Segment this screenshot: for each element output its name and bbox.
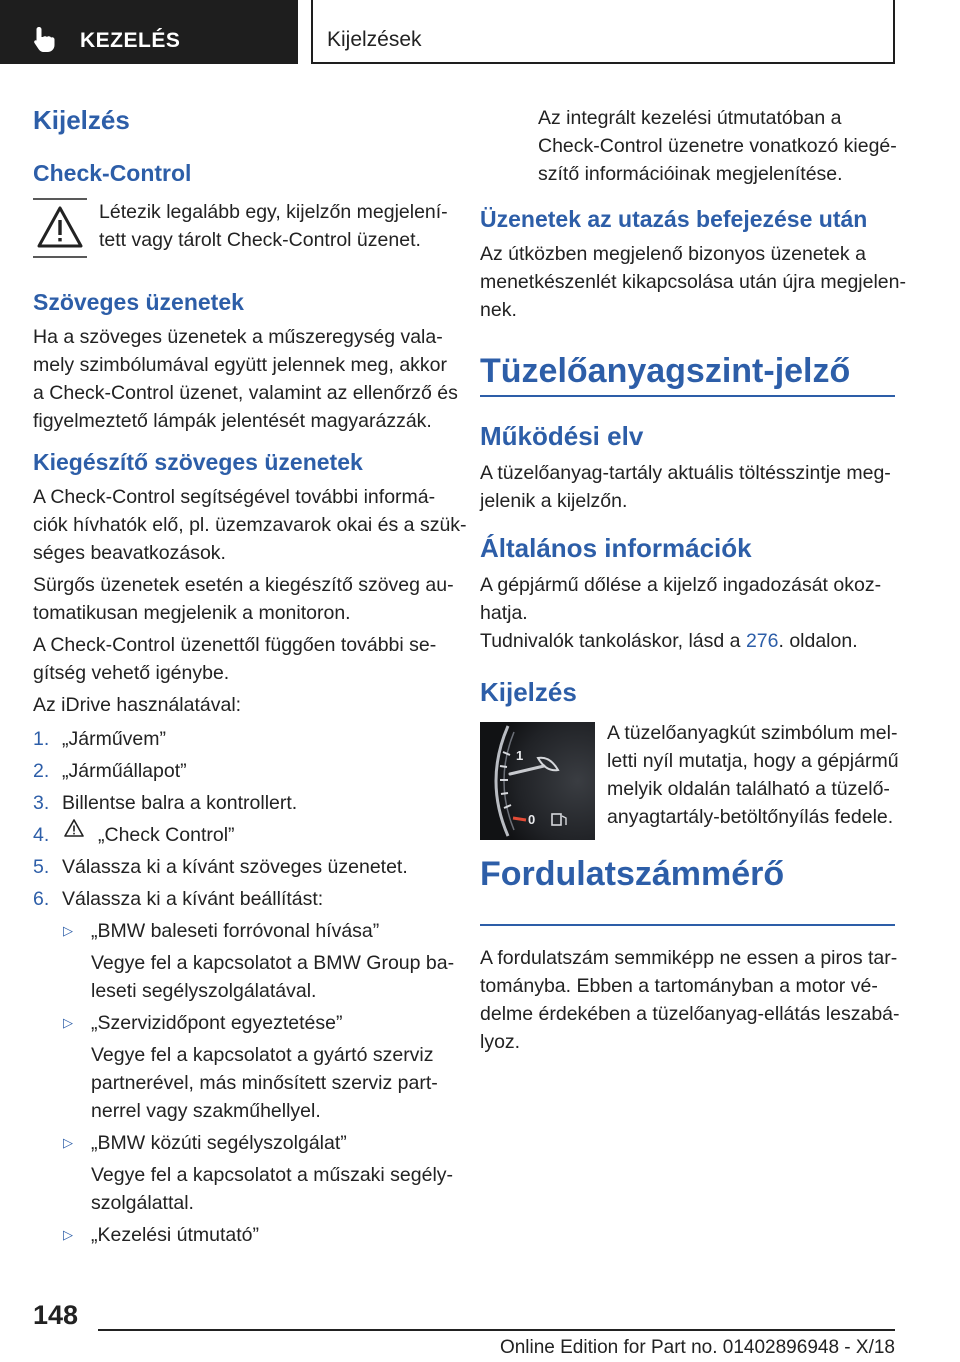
rpm-line: delme érdekében a tüzelőanyag-ellátás leszabá- <box>480 1003 900 1025</box>
sub-option-desc: Vegye fel a kapcsolatot a műszaki segély- <box>91 1164 454 1186</box>
fuel-gauge-image <box>480 722 595 840</box>
gauge-full-mark: 1 <box>516 748 524 763</box>
sub-option: „BMW közúti segélyszolgálat” <box>91 1132 347 1154</box>
display-line: letti nyíl mutatja, hogy a gépjármű <box>607 750 899 772</box>
sub-option-desc: Vegye fel a kapcsolatot a BMW Group ba- <box>91 952 455 974</box>
sub-option: „Kezelési útmutató” <box>91 1224 259 1246</box>
heading-kijelzes: Kijelzés <box>33 105 130 135</box>
urgent-line: Sürgős üzenetek esetén a kiegészítő szöveg au- <box>33 574 454 596</box>
gauge-empty-mark: 0 <box>528 812 536 827</box>
text-messages-line: mely szimbólumával együtt jelennek meg, akkor <box>33 354 448 376</box>
warning-triangle-icon <box>33 198 87 258</box>
footer-rule <box>98 1329 895 1331</box>
triangle-bullet-icon: ▷ <box>63 1227 73 1242</box>
help-line: gítség vehető igénybe. <box>33 662 230 684</box>
intro-line: Az integrált kezelési útmutatóban a <box>538 107 842 129</box>
rpm-line: tományba. Ebben a tartományban a motor vé- <box>480 975 878 997</box>
urgent-line: tomatikusan megjelenik a monitoron. <box>33 602 351 624</box>
intro-line: szítő információinak megjelenítése. <box>538 163 843 185</box>
triangle-bullet-icon: ▷ <box>63 1015 73 1030</box>
heading-check-control: Check-Control <box>33 160 192 186</box>
hand-pointer-icon <box>30 24 60 54</box>
help-line: A Check-Control üzenettől függően további se- <box>33 634 437 656</box>
step-number: 5. <box>33 856 50 878</box>
heading-rule <box>480 924 895 926</box>
step-number: 2. <box>33 760 50 782</box>
heading-after-trip: Üzenetek az utazás befejezése után <box>480 206 868 232</box>
refuel-text-post: . oldalon. <box>778 630 858 652</box>
extra-line: A Check-Control segítségével további informá- <box>33 486 436 508</box>
idrive-intro: Az iDrive használatával: <box>33 694 242 716</box>
footer-edition: Online Edition for Part no. 01402896948 - X/18 <box>499 1337 895 1358</box>
heading-rule <box>480 395 895 397</box>
step-text: „Járműállapot” <box>62 760 187 782</box>
sub-option-desc: szolgálattal. <box>91 1192 194 1214</box>
sub-option: „Szervizidőpont egyeztetése” <box>91 1012 343 1034</box>
check-control-text-2: tett vagy tárolt Check-Control üzenet. <box>99 229 421 251</box>
triangle-bullet-icon: ▷ <box>63 923 73 938</box>
extra-line: ciók hívhatók elő, pl. üzemzavarok okai és a szük- <box>33 514 467 536</box>
sub-option: „BMW baleseti forróvonal hívása” <box>91 920 380 942</box>
display-line: A tüzelőanyagkút szimbólum mel- <box>607 722 898 744</box>
triangle-bullet-icon: ▷ <box>63 1135 73 1150</box>
step-text: Válassza ki a kívánt szöveges üzenetet. <box>62 856 408 878</box>
text-messages-line: figyelmeztető lámpák jelentését magyarázzák. <box>33 410 432 432</box>
principle-line: A tüzelőanyag-tartály aktuális töltésszintje meg- <box>480 462 891 484</box>
page-link[interactable]: 276 <box>745 630 779 652</box>
header-section-tab <box>0 0 298 64</box>
display-line: melyik oldalán található a tüzelő- <box>607 778 890 800</box>
header-section-label: KEZELÉS <box>80 29 181 52</box>
text-messages-line: Ha a szöveges üzenetek a műszeregység vala- <box>33 326 443 348</box>
heading-fuel-gauge: Tüzelőanyagszint-jelző <box>480 352 851 390</box>
sub-option-desc: nerrel vagy szakműhellyel. <box>91 1100 321 1122</box>
warning-small-icon <box>62 816 86 840</box>
text-messages-line: a Check-Control üzenet, valamint az ellenőrző és <box>33 382 458 404</box>
check-control-text-1: Létezik legalább egy, kijelzőn megjelení- <box>99 201 448 223</box>
rpm-line: lyoz. <box>480 1031 521 1053</box>
page-number: 148 <box>33 1300 79 1330</box>
step-text: Billentse balra a kontrollert. <box>62 792 298 814</box>
rpm-line: A fordulatszám semmiképp ne essen a piros tar- <box>480 947 898 969</box>
trip-line: Az útközben megjelenő bizonyos üzenetek a <box>480 243 866 265</box>
heading-display: Kijelzés <box>480 677 577 707</box>
trip-line: menetkészenlét kikapcsolása után újra megjelen- <box>480 271 906 293</box>
intro-line: Check-Control üzenetre vonatkozó kiegé- <box>538 135 897 157</box>
header-title-box <box>311 0 895 64</box>
heading-general: Általános információk <box>480 533 752 563</box>
step-number: 6. <box>33 888 50 910</box>
display-line: anyagtartály-betöltőnyílás fedele. <box>607 806 894 828</box>
general-line: A gépjármű dőlése a kijelző ingadozását okoz- <box>480 574 882 596</box>
header-title: Kijelzések <box>327 28 422 51</box>
extra-line: séges beavatkozások. <box>33 542 226 564</box>
trip-line: nek. <box>480 299 517 321</box>
step-number: 1. <box>33 728 50 750</box>
sub-option-desc: leseti segélyszolgálatával. <box>91 980 317 1002</box>
principle-line: jelenik a kijelzőn. <box>480 490 628 512</box>
step-text: „Járművem” <box>62 728 167 750</box>
step-text: „Check Control” <box>98 824 235 846</box>
step-number: 4. <box>33 824 50 846</box>
heading-principle: Működési elv <box>480 421 644 451</box>
refuel-note <box>480 627 858 655</box>
sub-option-desc: partnerével, más minősített szerviz part- <box>91 1072 438 1094</box>
step-number: 3. <box>33 792 50 814</box>
heading-text-messages: Szöveges üzenetek <box>33 289 244 315</box>
refuel-text-pre: Tudnivalók tankoláskor, lásd a <box>480 630 746 652</box>
heading-extra-messages: Kiegészítő szöveges üzenetek <box>33 449 363 475</box>
sub-option-desc: Vegye fel a kapcsolatot a gyártó szerviz <box>91 1044 434 1066</box>
heading-tachometer: Fordulatszámmérő <box>480 855 785 893</box>
step-text: Válassza ki a kívánt beállítást: <box>62 888 324 910</box>
general-line: hatja. <box>480 602 528 624</box>
fuel-gauge-drawing <box>480 722 595 840</box>
